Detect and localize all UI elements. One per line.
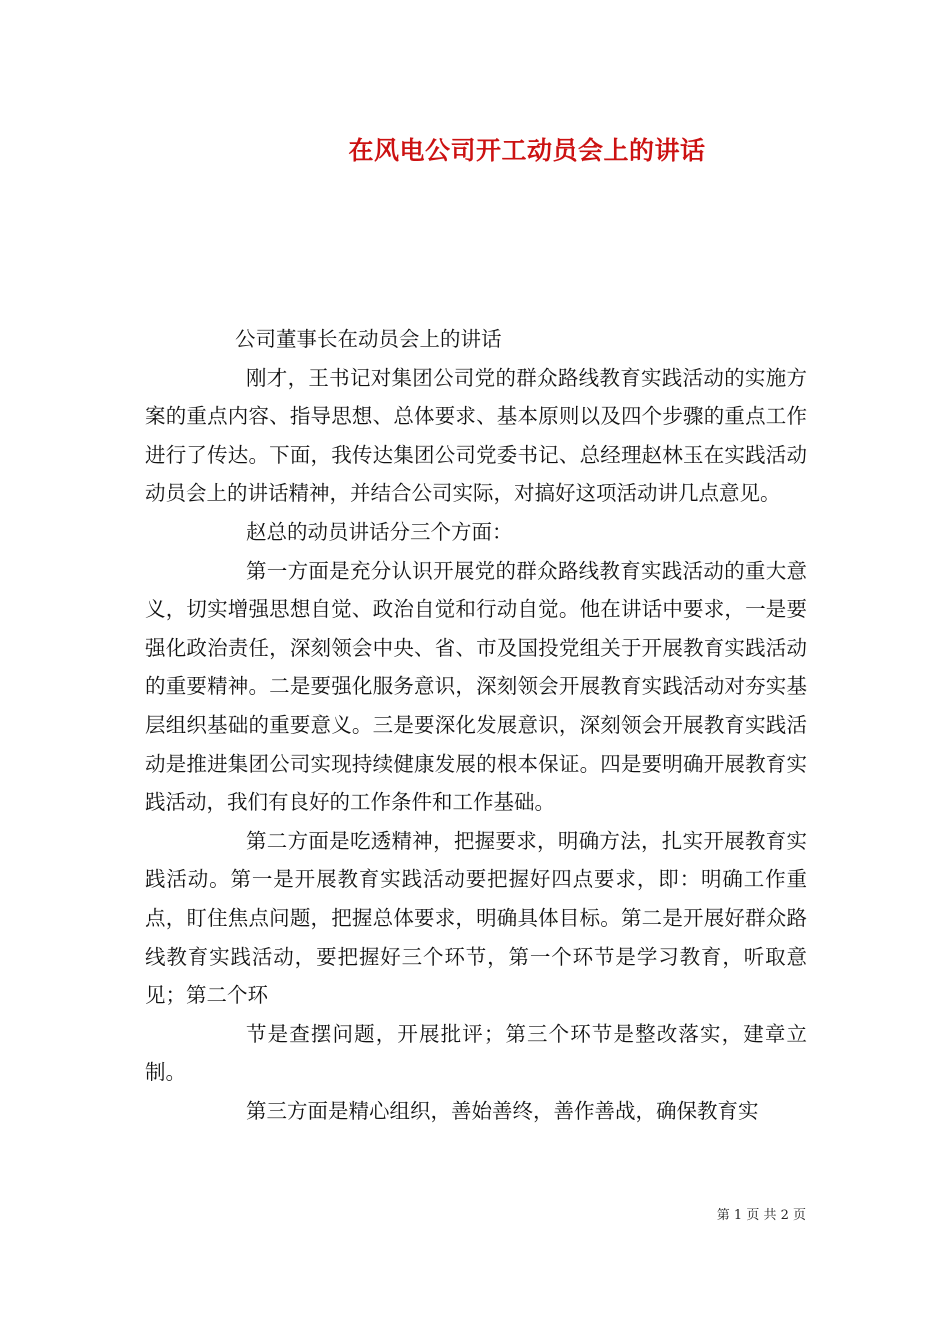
paragraph-5: 节是查摆问题，开展批评；第三个环节是整改落实，建章立制。	[145, 1021, 807, 1085]
document-subtitle: 公司董事长在动员会上的讲话	[235, 327, 502, 351]
document-title: 在风电公司开工动员会上的讲话	[348, 136, 706, 165]
paragraph-2: 赵总的动员讲话分三个方面：	[246, 519, 513, 544]
paragraph-6: 第三方面是精心组织，善始善终，善作善战，确保教育实	[246, 1098, 759, 1123]
page-number: 第 1 页 共 2 页	[716, 1208, 806, 1223]
paragraph-3: 第一方面是充分认识开展党的群众路线教育实践活动的重大意义，切实增强思想自觉、政治自觉和行动自觉。他在讲话中要求，一是要强化政治责任，深刻领会中央、省、市及国投党组关于开展教育实践活动的重要精神。二是要强化服务意识，深刻领会开展教育实践活动对夯实基层组织基础的重要意义。三是要深化发展意识，深刻领会开展教育实践活动是推进集团公司实现持续健康发展的根本保证。四是要明确开展教育实践活动，我们有良好的工作条件和工作基础。	[145, 558, 807, 815]
document-body	[145, 320, 807, 1130]
paragraph-4: 第二方面是吃透精神，把握要求，明确方法，扎实开展教育实践活动。第一是开展教育实践活动要把握好四点要求，即：明确工作重点，盯住焦点问题，把握总体要求，明确具体目标。第二是开展好群众路线教育实践活动，要把握好三个环节，第一个环节是学习教育，听取意见；第二个环	[145, 828, 807, 1008]
paragraph-1: 刚才，王书记对集团公司党的群众路线教育实践活动的实施方案的重点内容、指导思想、总体要求、基本原则以及四个步骤的重点工作进行了传达。下面，我传达集团公司党委书记、总经理赵林玉在实践活动动员会上的讲话精神，并结合公司实际，对搞好这项活动讲几点意见。	[145, 365, 807, 506]
